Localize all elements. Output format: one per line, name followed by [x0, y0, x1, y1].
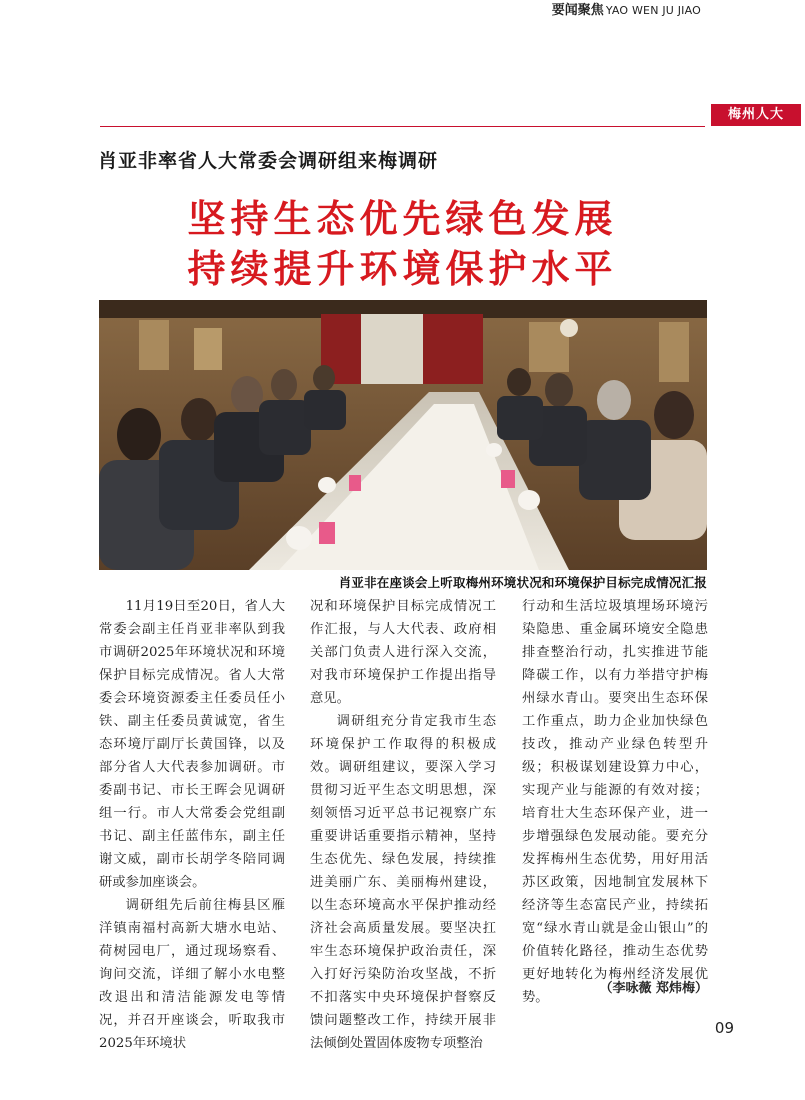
- article-column-1: [99, 595, 285, 1055]
- article-title-line1: 坚持生态优先绿色发展: [187, 197, 618, 241]
- publication-badge: 梅州人大: [711, 104, 801, 126]
- paragraph: 调研组先后前往梅县区雁洋镇南福村高新大塘水电站、荷树园电厂，通过现场察看、询问交流，详细了解小水电整改退出和清洁能源发电等情况，并召开座谈会，听取我市2025年环境状: [99, 898, 285, 1051]
- header-divider: [100, 126, 705, 127]
- author-byline: （李咏薇 郑炜梅）: [599, 981, 708, 996]
- section-label-pinyin: YAO WEN JU JIAO: [605, 4, 701, 17]
- paragraph: 11月19日至20日，省人大常委会副主任肖亚非率队到我市调研2025年环境状况和环境保护目标完成情况。省人大常委会环境资源委主任委员任小铁、副主任委员黄诚宽，省生态环境厅副厅长黄国锋，以及部分省人大代表参加调研。市委副书记、市长王晖会见调研组一行。市人大常委会党组副书记、副主任蓝伟东，副主任谢文威，副市长胡学冬陪同调研或参加座谈会。: [99, 599, 285, 890]
- section-label: [552, 0, 701, 22]
- paragraph: 行动和生活垃圾填埋场环境污染隐患、重金属环境安全隐患排查整治行动，扎实推进节能降碳工作，以有力举措守护梅州绿水青山。要突出生态环保工作重点，助力企业加快绿色技改，推动产业绿色转型升级；积极谋划建设算力中心，实现产业与能源的有效对接；培育壮大生态环保产业，进一步增强绿色发展动能。要充分发挥梅州生态优势，用好用活苏区政策，因地制宜发展林下经济等生态富民产业，持续拓宽“绿水青山就是金山银山”的价值转化路径，推动生态优势更好地转化为梅州经济发展优势。: [522, 599, 708, 1005]
- meeting-photo: [99, 300, 707, 570]
- paragraph: 况和环境保护目标完成情况工作汇报，与人大代表、政府相关部门负责人进行深入交流，对我市环境保护工作提出指导意见。: [310, 599, 496, 706]
- article-title-line2: 持续提升环境保护水平: [187, 247, 618, 291]
- article-column-2: [310, 595, 496, 1055]
- article-column-3: [522, 595, 708, 1009]
- paragraph: 调研组充分肯定我市生态环境保护工作取得的积极成效。调研组建议，要深入学习贯彻习近平生态文明思想，深刻领悟习近平总书记视察广东重要讲话重要指示精神，坚持生态优先、绿色发展，持续推进美丽广东、美丽梅州建设，以生态环境高水平保护推动经济社会高质量发展。要坚决扛牢生态环境保护政治责任，深入打好污染防治攻坚战，不折不扣落实中央环境保护督察反馈问题整改工作，持续开展非法倾倒处置固体废物专项整治: [310, 714, 496, 1051]
- article-subtitle: 肖亚非率省人大常委会调研组来梅调研: [98, 150, 439, 172]
- page-number: 09: [714, 1019, 734, 1037]
- photo-caption: 肖亚非在座谈会上听取梅州环境状况和环境保护目标完成情况汇报: [338, 575, 707, 590]
- section-label-cn: 要闻聚焦: [551, 3, 604, 18]
